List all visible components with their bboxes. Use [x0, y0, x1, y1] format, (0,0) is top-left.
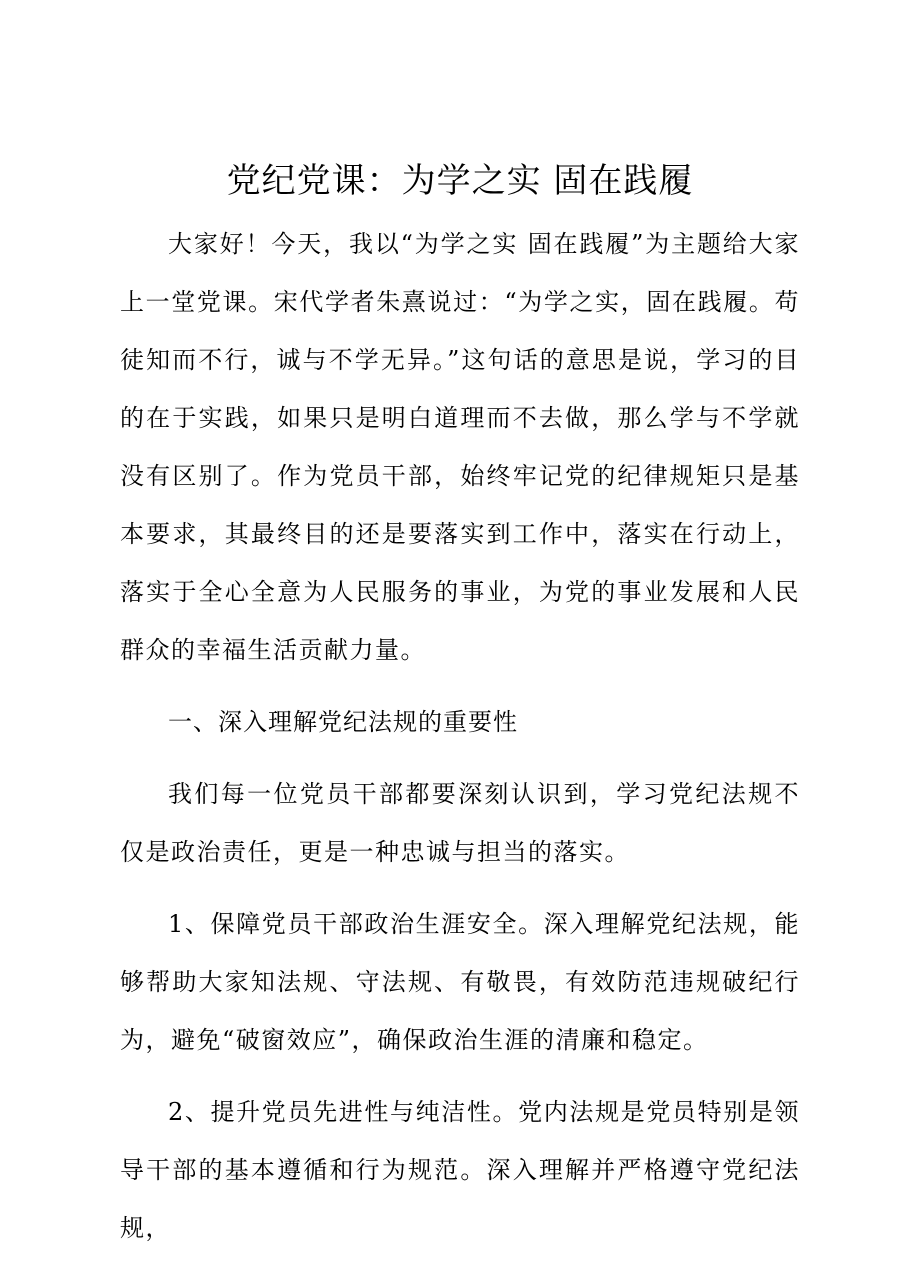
document-title: 党纪党课：为学之实 固在践履 — [226, 161, 694, 201]
point-2-paragraph: 2、提升党员先进性与纯洁性。党内法规是党员特别是领导干部的基本遵循和行为规范。深入理解并严格遵守党纪法规， — [120, 1098, 800, 1242]
intro-paragraph: 大家好！今天，我以“为学之实 固在践履”为主题给大家上一堂党课。宋代学者朱熹说过：“为学之实，固在践履。苟徒知而不行，诚与不学无异。”这句话的意思是说，学习的目的在于实践，如果只是明白道理而不去做，那么学与不学就没有区别了。作为党员干部，始终牢记党的纪律规矩只是基本要求，其最终目的还是要落实到工作中，落实在行动上，落实于全心全意为人民服务的事业，为党的事业发展和人民群众的幸福生活贡献力量。 — [120, 230, 800, 664]
point-1-paragraph: 1、保障党员干部政治生涯安全。深入理解党纪法规，能够帮助大家知法规、守法规、有敬畏，有效防范违规破纪行为，避免“破窗效应”，确保政治生涯的清廉和稳定。 — [120, 910, 800, 1054]
section-heading: 一、深入理解党纪法规的重要性 — [168, 708, 518, 736]
document-body — [120, 155, 800, 1271]
section-intro-paragraph: 我们每一位党员干部都要深刻认识到，学习党纪法规不仅是政治责任，更是一种忠诚与担当的落实。 — [120, 780, 800, 866]
